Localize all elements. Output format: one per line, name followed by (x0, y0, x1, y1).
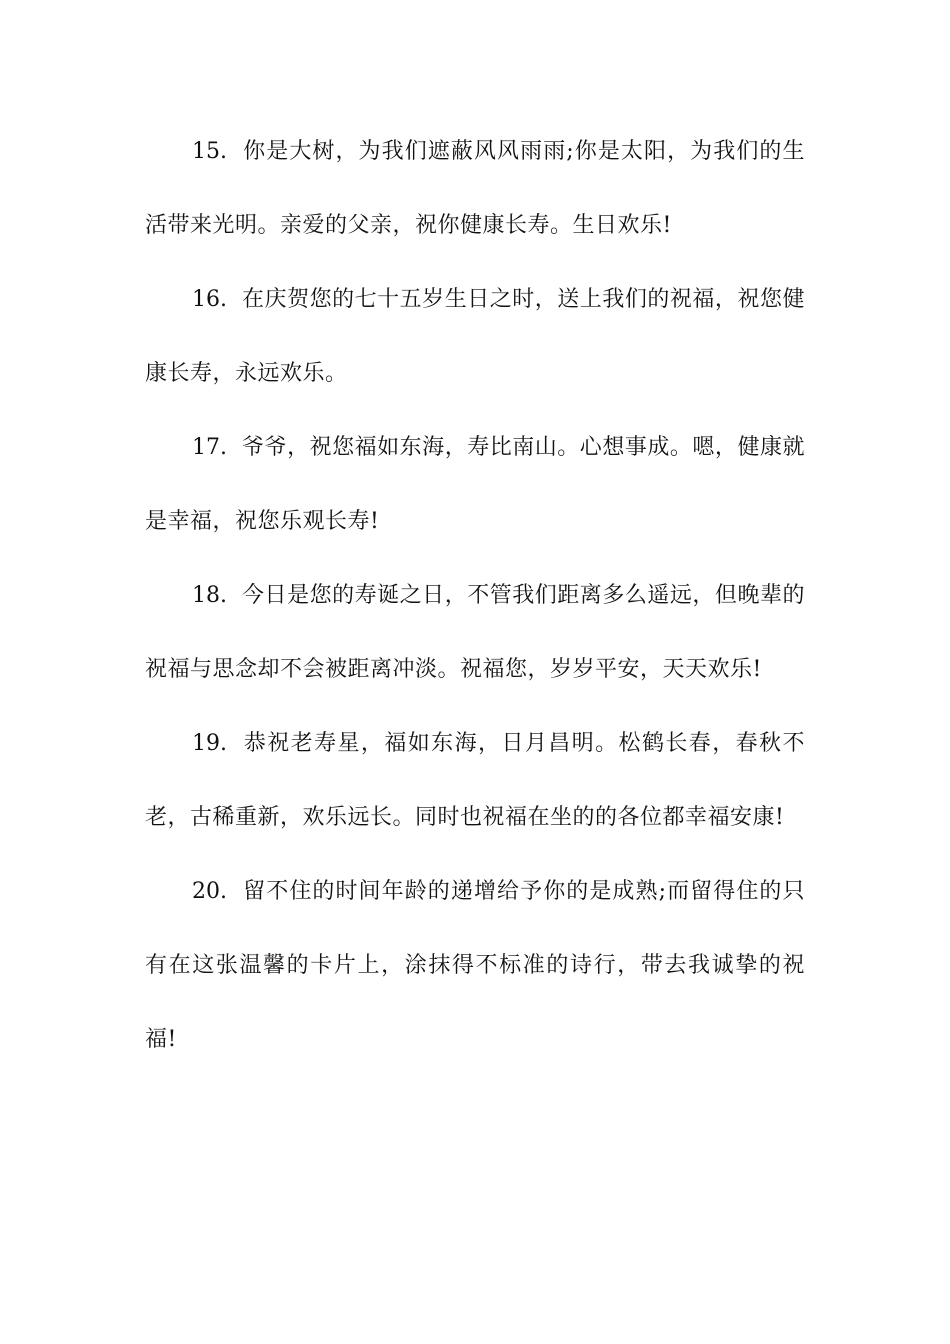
paragraph-text: 恭祝老寿星，福如东海，日月昌明。松鹤长春，春秋不老，古稀重新，欢乐远长。同时也祝福在坐的的各位都幸福安康! (145, 731, 805, 830)
paragraph-number: 18. (192, 583, 227, 608)
paragraph-16 (145, 263, 805, 411)
document-body (145, 115, 805, 1077)
paragraph-text: 留不住的时间年龄的递增给予你的是成熟;而留得住的只有在这张温馨的卡片上，涂抹得不标准的诗行，带去我诚挚的祝福! (145, 879, 805, 1052)
paragraph-number: 20. (192, 879, 227, 904)
paragraph-17 (145, 411, 805, 559)
paragraph-15 (145, 115, 805, 263)
paragraph-text: 今日是您的寿诞之日，不管我们距离多么遥远，但晚辈的祝福与思念却不会被距离冲淡。祝福您，岁岁平安，天天欢乐! (145, 583, 805, 682)
paragraph-text: 在庆贺您的七十五岁生日之时，送上我们的祝福，祝您健康长寿，永远欢乐。 (145, 287, 805, 386)
paragraph-20 (145, 855, 805, 1077)
paragraph-number: 16. (192, 287, 227, 312)
paragraph-19 (145, 707, 805, 855)
paragraph-number: 17. (192, 435, 227, 460)
paragraph-text: 爷爷，祝您福如东海，寿比南山。心想事成。嗯，健康就是幸福，祝您乐观长寿! (145, 435, 805, 534)
paragraph-text: 你是大树，为我们遮蔽风风雨雨;你是太阳，为我们的生活带来光明。亲爱的父亲，祝你健康长寿。生日欢乐! (145, 139, 805, 238)
paragraph-number: 19. (192, 731, 227, 756)
paragraph-18 (145, 559, 805, 707)
paragraph-number: 15. (192, 139, 227, 164)
